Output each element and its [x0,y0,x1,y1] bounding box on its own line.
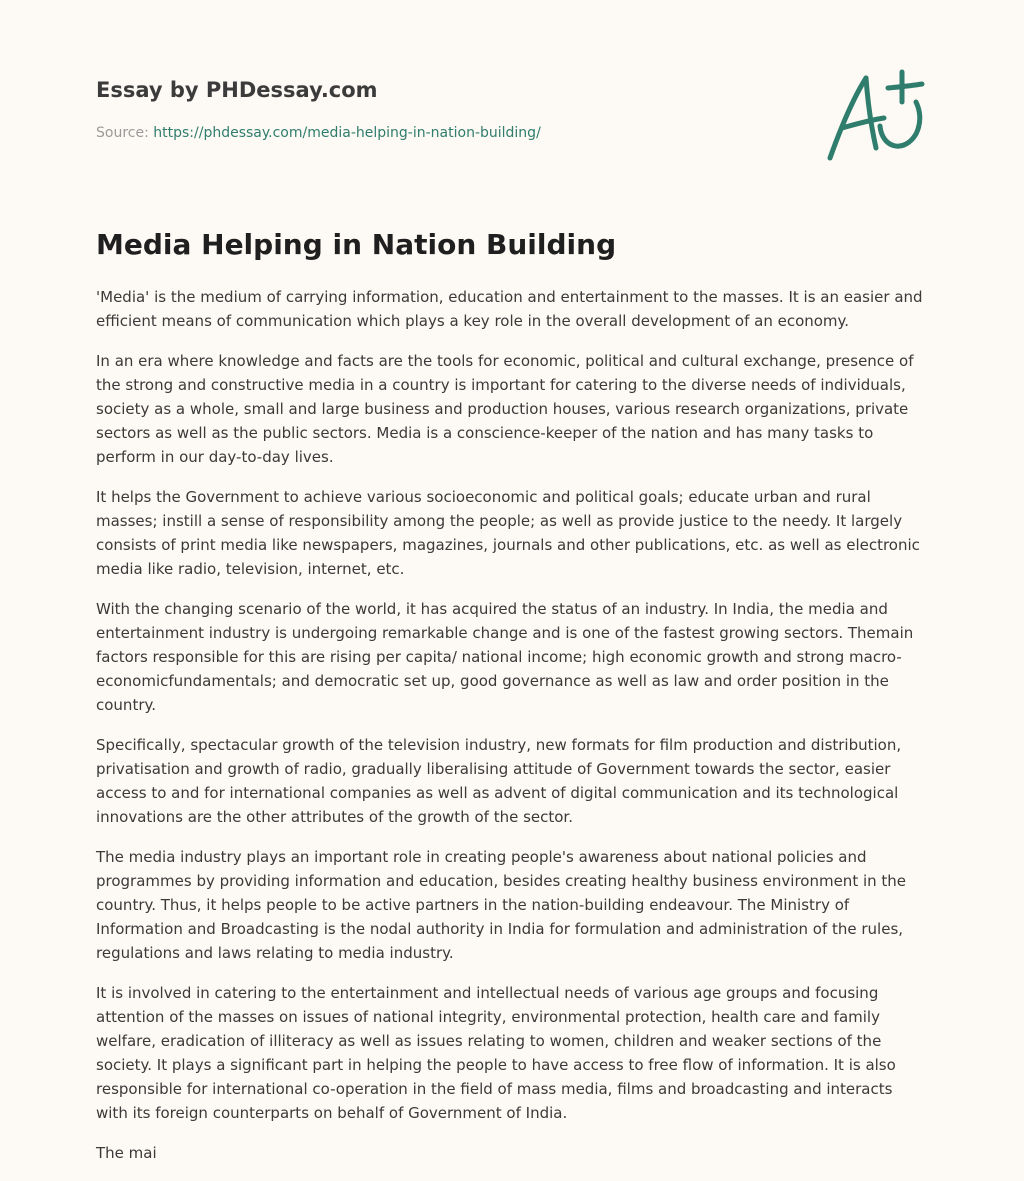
source-link[interactable]: https://phdessay.com/media-helping-in-nation-building/ [153,125,541,141]
paragraph: It helps the Government to achieve various socioeconomic and political goals; educate urban and rural masses; instill a sense of responsibility among the people; as well as provide justice to the needy. It largely consists of print media like newspapers, magazines, journals and other publications, etc. as well as electronic media like radio, television, internet, etc. [96,488,920,578]
site-header-title: Essay by PHDessay.com [96,78,378,102]
essay-title: Media Helping in Nation Building [96,228,617,261]
source-line [96,123,541,143]
paragraph: The media industry plays an important role in creating people's awareness about national policies and programmes by providing information and education, besides creating healthy business environment in the country. Thus, it helps people to be active partners in the nation-building endeavour. The Ministry of Information and Broadcasting is the nodal authority in India for formulation and administration of the rules, regulations and laws relating to media industry. [96,848,907,962]
paragraph: It is involved in catering to the entertainment and intellectual needs of various age groups and focusing attention of the masses on issues of national integrity, environmental protection, health care and family welfare, eradication of illiteracy as well as issues relating to women, children and weaker sections of the society. It plays a significant part in helping the people to have access to free flow of information. It is also responsible for international co-operation in the field of mass media, films and broadcasting and interacts with its foreign counterparts on behalf of Government of India. [96,984,896,1122]
paragraph: The mai [96,1144,157,1162]
essay-body [96,285,928,1181]
paragraph: 'Media' is the medium of carrying information, education and entertainment to the masses. It is an easier and efficient means of communication which plays a key role in the overall development of an economy. [96,288,923,330]
paragraph: Specifically, spectacular growth of the television industry, new formats for film production and distribution, privatisation and growth of radio, gradually liberalising attitude of Government towards the sector, easier access to and for international companies as well as advent of digital communication and its technological innovations are the other attributes of the growth of the sector. [96,736,902,826]
paragraph: With the changing scenario of the world, it has acquired the status of an industry. In India, the media and entertainment industry is undergoing remarkable change and is one of the fastest growing sectors. Themain factors responsible for this are rising per capita/ national income; high economic growth and strong macro-economicfundamentals; and democratic set up, good governance as well as law and order position in the country. [96,600,914,714]
source-label: Source: [96,125,154,141]
a-plus-logo-icon [822,68,928,164]
paragraph: In an era where knowledge and facts are the tools for economic, political and cultural exchange, presence of the strong and constructive media in a country is important for catering to the diverse needs of individuals, society as a whole, small and large business and production houses, various research organizations, private sectors as well as the public sectors. Media is a conscience-keeper of the nation and has many tasks to perform in our day-to-day lives. [96,352,914,466]
